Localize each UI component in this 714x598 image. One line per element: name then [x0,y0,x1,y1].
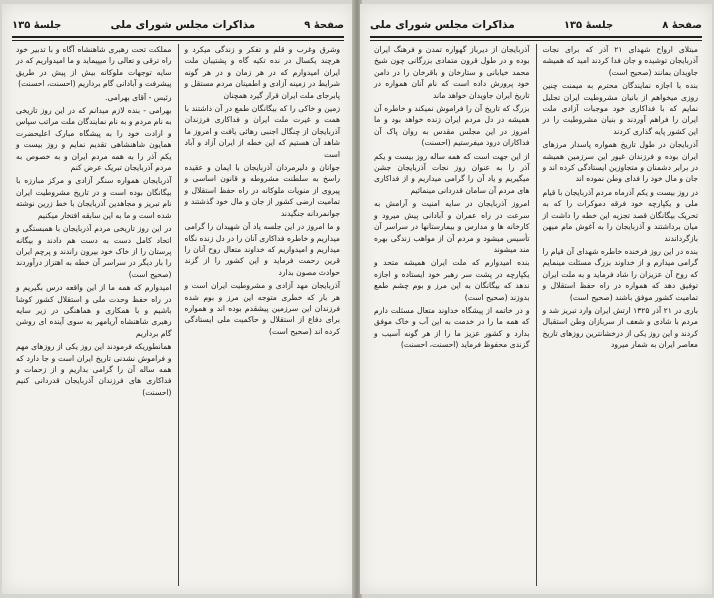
paragraph: باری در ۲۱ آذر ۱۳۲۵ ارتش ایران وارد تبریز شد و مردم با شادی و شعف از سربازان وطن استقبال کردند و این روز یکی از درخشانترین روزهای تاریخ معاصر ایران به شمار میرود [542,305,698,350]
left-page-columns [12,44,344,586]
paragraph: رئیس - آقای بهرامی. [105,92,172,102]
header-rule [370,36,702,38]
left-page-header [12,14,344,36]
paragraph: و در خاتمه از پیشگاه خداوند متعال مسئلت دارم که همه ما را در خدمت به این آب و خاک موفق بدارد و کشور عزیز ما را از هر گونه آسیب و گزندی محفوظ فرماید (احسنت، احسنت) [374,305,530,350]
right-page-session: جلسهٔ ۱۳۵ [563,19,614,31]
paragraph: آذربایجان از دیرباز گهواره تمدن و فرهنگ ایران بوده و در طول قرون متمادی بزرگانی چون شیخ محمد خیابانی و ستارخان و باقرخان را در دامن خود پرورش داده است که نام آنان همواره در تاریخ ایران جاویدان خواهد ماند [374,45,530,100]
right-page [360,4,712,594]
left-page-session: جلسهٔ ۱۳۵ [12,19,62,31]
paragraph: از این جهت است که همه ساله روز بیست و یکم آذر را به عنوان روز نجات آذربایجان جشن میگیریم و یاد آن را گرامی میداریم و از فداکاری های مردم آن سامان قدردانی مینمائیم [374,151,530,195]
paragraph: مملکت تحت رهبری شاهنشاه آگاه و با تدبیر خود راه ترقی و تعالی را میپیماید و ما امیدواریم که در سایه توجهات ملوکانه بیش از پیش در طریق پیشرفت و آبادانی گام برداریم (احسنت، احسنت) [16,45,172,89]
left-page-left-column [12,44,176,586]
right-page-right-column [539,44,703,586]
column-divider [178,44,179,586]
column-divider [536,44,537,586]
left-page-title: مذاکرات مجلس شورای ملی [110,19,256,31]
paragraph: در این روز تاریخی مردم آذربایجان با همبستگی و اتحاد کامل دست به دست هم دادند و بیگانه پرستان را از خاک خود بیرون راندند و پرچم ایران را بار دیگر در سراسر آن خطه به اهتزاز درآوردند (صحیح است) [16,224,172,279]
paragraph: همانطوریکه فرمودند این روز یکی از روزهای مهم و فراموش نشدنی تاریخ ایران است و جا دارد که همه ساله آن را گرامی بداریم و از زحمات و فداکاری های فرزندان آذربایجان قدردانی کنیم (احسنت) [16,342,172,397]
right-page-left-column [370,44,534,586]
right-page-columns [370,44,702,586]
header-rule [12,36,344,38]
paragraph: آذربایجان در طول تاریخ همواره پاسدار مرزهای ایران بوده و فرزندان غیور این سرزمین همیشه در برابر دشمنان و متجاوزین ایستادگی کرده اند و جان و مال خود را فدای وطن نموده اند [542,140,698,184]
paragraph: وشرق وغرب و قلم و تفکر و زندگی میکرد و هرچند یکسال در نده تکیه گاه و پشتیبان ملت ایران امیدوارم که در هر زمان و در هر گونه شرایط در زمینه آزادی و اطمینان مردم مستقل و پابرجای ملت ایران قرار گیرد همچنان [184,45,340,100]
right-page-header [370,14,702,36]
right-page-number: صفحهٔ ۸ [662,19,702,31]
paragraph: امروز آذربایجان در سایه امنیت و آرامش به سرعت در راه عمران و آبادانی پیش میرود و کارخانه ها و مدارس و بیمارستانها در سراسر آن تأسیس میشود و مردم آن از مواهب زندگی بهره مند میشوند [374,199,530,254]
paragraph: مبتلای ارواح شهدای ۲۱ آذر که برای نجات آذربایجان توشیده و جان فدا کردند امید که همیشه جاویدان بمانند (صحیح است) [542,45,698,77]
paragraph: در روز بیست و یکم آذرماه مردم آذربایجان با قیام ملی و یکپارچه خود فرقه دموکرات را که به تحریک بیگانگان قصد تجزیه این خطه را داشت از میان برداشتند و آذربایجان را به آغوش مام میهن بازگرداندند [542,187,698,243]
left-page-number: صفحهٔ ۹ [304,19,344,31]
paragraph: و ما امروز در این جلسه یاد آن شهیدان را گرامی میداریم و خاطره فداکاری آنان را در دل زنده نگاه میداریم و امیدواریم که خداوند متعال روح آنان را قرین رحمت فرماید و این کشور را از گزند حوادث مصون بدارد [184,222,340,277]
paragraph: زمین و خاکی را که بیگانگان طمع در آن داشتند با همت و غیرت ملت ایران و فداکاری فرزندان آذربایجان از چنگال اجنبی رهائی یافت و امروز ما شاهد آن هستیم که این خطه از ایران آزاد و آباد است [184,104,340,159]
paragraph: امیدوارم که همه ما از این واقعه درس بگیریم و در راه حفظ وحدت ملی و استقلال کشور کوشا باشیم و با همکاری و هماهنگی در زیر سایه رهبری شاهنشاه آریامهر به سوی آینده ای روشن گام برداریم [16,283,172,338]
left-page [2,4,354,594]
paragraph: بنده در این روز فرخنده خاطره شهدای آن قیام را گرامی میدارم و از خداوند بزرگ مسئلت مینمایم که روح آن عزیزان را شاد فرماید و به ملت ایران توفیق دهد که همواره در راه حفظ استقلال و تمامیت کشور موفق باشند (صحیح است) [542,246,698,302]
header-rule-thin [12,40,344,41]
paragraph: آذربایجان مهد آزادی و مشروطیت ایران است و هر بار که خطری متوجه این مرز و بوم شده فرزندان این سرزمین پیشقدم بوده اند و همواره برای دفاع از استقلال و حاکمیت ملی ایستادگی کرده اند (صحیح است) [184,281,340,336]
paragraph: آذربایجان همواره سنگر آزادی و مرکز مبارزه با بیگانگان بوده است و در تاریخ مشروطیت ایران نام تبریز و مجاهدین آذربایجان با خط زرین نوشته شده است و ما به این سابقه افتخار میکنیم [16,176,172,220]
paragraph: بهرامی - بنده لازم میدانم که در این روز تاریخی به نام مردم و به نام نمایندگان ملت مراتب سپاس و ارادت خود را به پیشگاه مبارک اعلیحضرت همایون شاهنشاهی تقدیم نمایم و روز بیست و یکم آذر را به همه مردم ایران و به خصوص به مردم آذربایجان تبریک عرض کنم [16,106,172,173]
paragraph: بزرگ که تاریخ آن را فراموش نمیکند و خاطره آن همیشه در دل مردم ایران زنده خواهد بود و ما امروز در این مجلس مقدس به روان پاک آن فداکاران درود میفرستیم (احسنت) [374,104,530,148]
paragraph: بنده با اجازه نمایندگان محترم به میمنت چنین روزی میخواهم از بانیان مشروطیت ایران تجلیل نمایم که با فداکاری خود موجبات آزادی ملت ایران را فراهم آوردند و بنیان مشروطیت را در این کشور پایه گذاری کردند [542,81,698,136]
paragraph: جوانان و دلیرمردان آذربایجان با ایمان و عقیده راسخ به سلطنت مشروطه و قانون اساسی و پیروی از منویات ملوکانه در راه حفظ استقلال و تمامیت ارضی کشور از جان و مال خود گذشتند و جوانمردانه جنگیدند [184,163,340,218]
left-page-right-column [181,44,345,586]
header-rule-thin [370,40,702,41]
right-page-title: مذاکرات مجلس شورای ملی [370,19,515,31]
paragraph: بنده امیدوارم که ملت ایران همیشه متحد و یکپارچه در پشت سر رهبر خود ایستاده و اجازه ندهد که بیگانگان به این مرز و بوم چشم طمع بدوزند (صحیح است) [374,258,530,302]
